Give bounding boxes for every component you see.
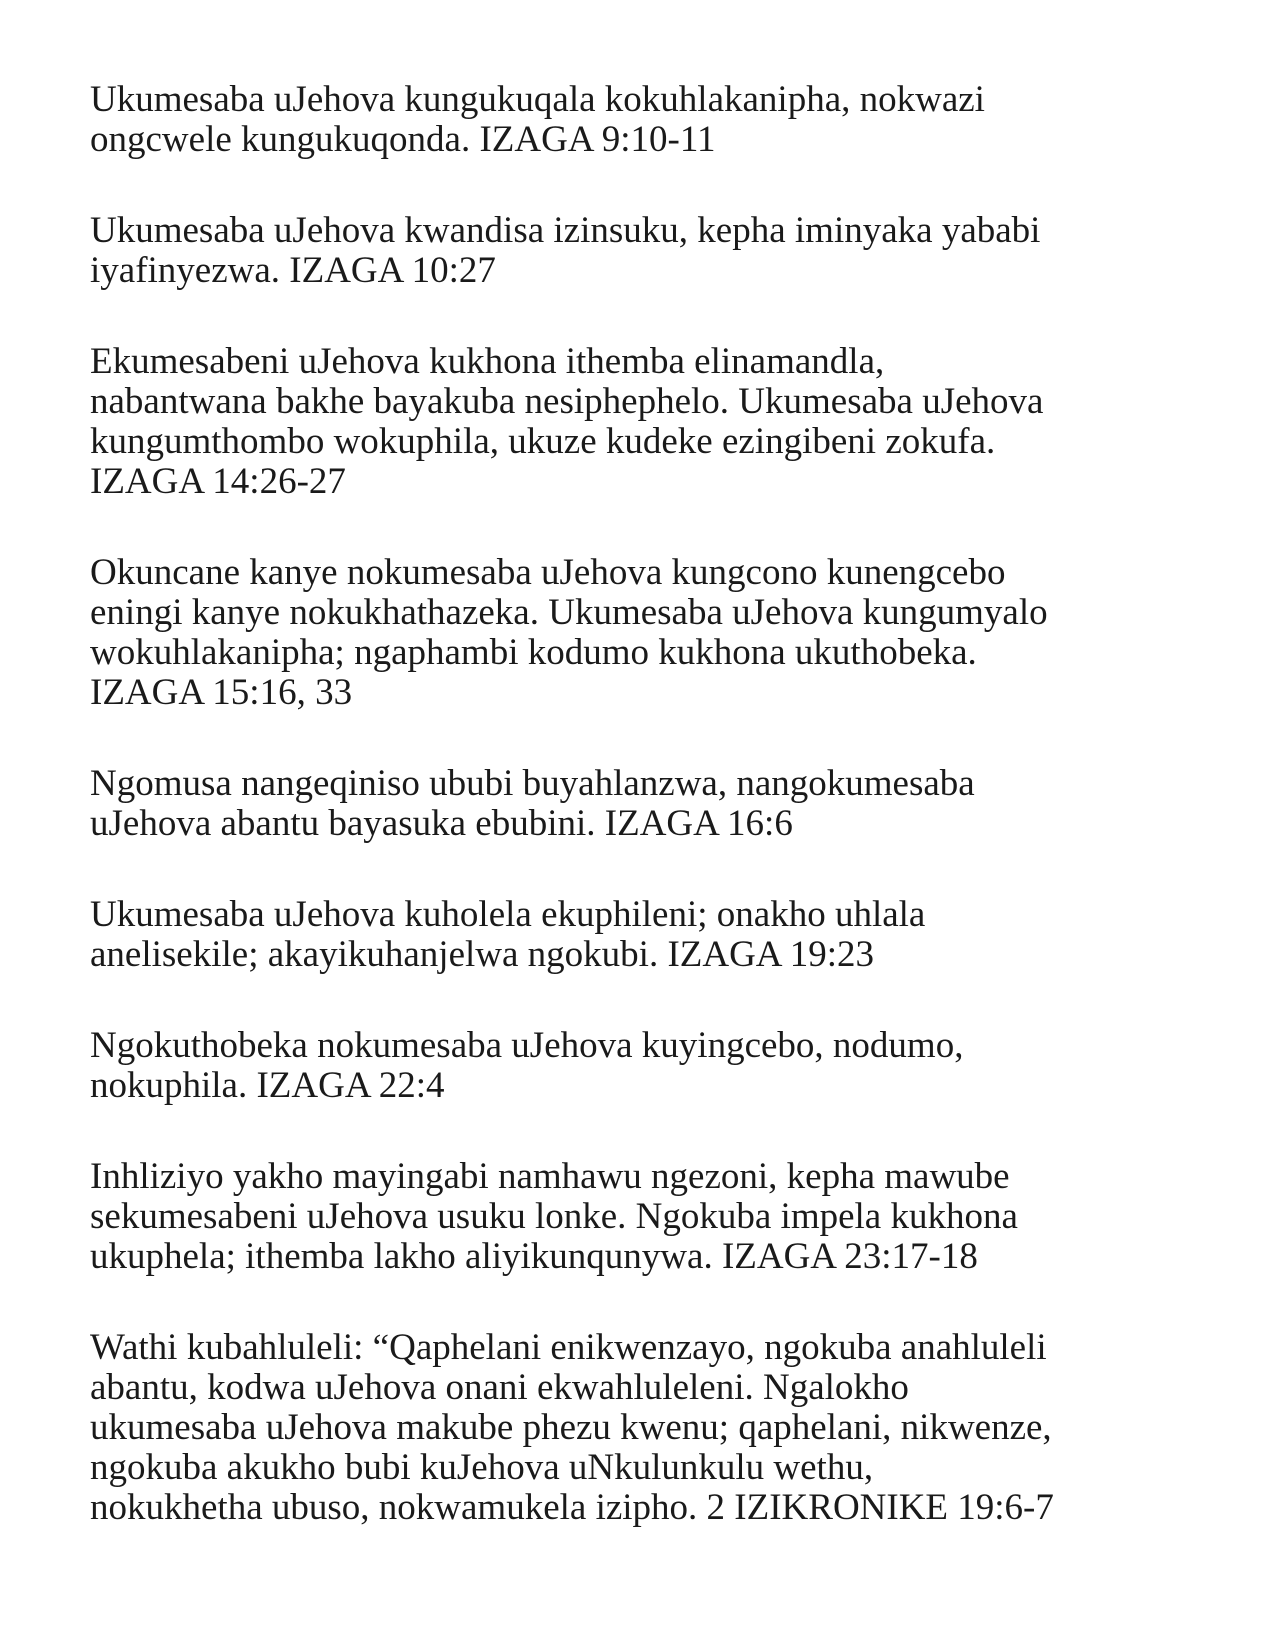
verse-line: uJehova abantu bayasuka ebubini. IZAGA 16:6 [90, 803, 793, 844]
verse-paragraph [90, 764, 1230, 844]
verse-paragraph [90, 80, 1230, 160]
verse-line: iyafinyezwa. IZAGA 10:27 [90, 250, 496, 291]
verse-paragraph [90, 1026, 1230, 1106]
verse-line: anelisekile; akayikuhanjelwa ngokubi. IZAGA 19:23 [90, 934, 875, 975]
verse-line: ukuphela; ithemba lakho aliyikunqunywa. IZAGA 23:17-18 [90, 1236, 978, 1277]
verse-line: Ukumesaba uJehova kuholela ekuphileni; onakho uhlala [90, 894, 926, 935]
verse-line: Ngomusa nangeqiniso ububi buyahlanzwa, nangokumesaba [90, 763, 975, 804]
verse-paragraph [90, 1157, 1230, 1277]
verse-line: eningi kanye nokukhathazeka. Ukumesaba uJehova kungumyalo [90, 592, 1048, 633]
verse-line: Ukumesaba uJehova kwandisa izinsuku, kepha iminyaka yababi [90, 210, 1041, 251]
verse-line: Wathi kubahluleli: “Qaphelani enikwenzayo, ngokuba anahluleli [90, 1327, 1047, 1368]
verse-line: Ekumesabeni uJehova kukhona ithemba elinamandla, [90, 341, 885, 382]
verse-line: nokukhetha ubuso, nokwamukela izipho. 2 IZIKRONIKE 19:6-7 [90, 1487, 1054, 1528]
verse-line: nabantwana bakhe bayakuba nesiphephelo. Ukumesaba uJehova [90, 381, 1044, 422]
verse-line: IZAGA 14:26-27 [90, 461, 346, 502]
verse-line: ukumesaba uJehova makube phezu kwenu; qaphelani, nikwenze, [90, 1407, 1052, 1448]
verse-line: Inhliziyo yakho mayingabi namhawu ngezoni, kepha mawube [90, 1156, 1010, 1197]
verse-paragraph [90, 342, 1230, 502]
verse-line: Okuncane kanye nokumesaba uJehova kungcono kunengcebo [90, 552, 1006, 593]
scripture-page [90, 80, 1230, 1579]
verse-paragraph [90, 1328, 1230, 1528]
verse-line: Ngokuthobeka nokumesaba uJehova kuyingcebo, nodumo, [90, 1025, 964, 1066]
verse-line: ngokuba akukho bubi kuJehova uNkulunkulu wethu, [90, 1447, 874, 1488]
verse-paragraph [90, 553, 1230, 713]
verse-line: ongcwele kungukuqonda. IZAGA 9:10-11 [90, 119, 716, 160]
verse-line: nokuphila. IZAGA 22:4 [90, 1065, 445, 1106]
verse-line: sekumesabeni uJehova usuku lonke. Ngokuba impela kukhona [90, 1196, 1018, 1237]
verse-paragraph [90, 895, 1230, 975]
verse-paragraph [90, 211, 1230, 291]
verse-line: abantu, kodwa uJehova onani ekwahluleleni. Ngalokho [90, 1367, 909, 1408]
verse-line: IZAGA 15:16, 33 [90, 672, 353, 713]
verse-line: kungumthombo wokuphila, ukuze kudeke ezingibeni zokufa. [90, 421, 996, 462]
verse-line: Ukumesaba uJehova kungukuqala kokuhlakanipha, nokwazi [90, 79, 985, 120]
verse-line: wokuhlakanipha; ngaphambi kodumo kukhona ukuthobeka. [90, 632, 977, 673]
